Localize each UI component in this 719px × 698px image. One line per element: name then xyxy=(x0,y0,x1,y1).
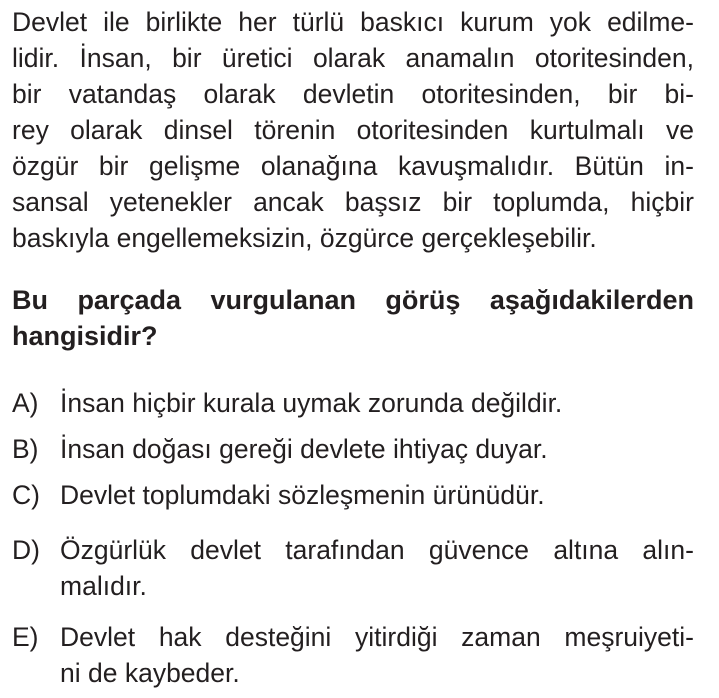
option-letter: E) xyxy=(12,622,39,652)
word: zaman xyxy=(461,622,541,652)
word: İnsan, xyxy=(79,43,152,73)
question-line xyxy=(12,284,694,316)
word: devlet xyxy=(190,535,262,565)
word: her xyxy=(238,7,277,37)
passage-line: baskıyla engellemeksizin, özgürce gerçekleşebilir. xyxy=(12,223,597,253)
word: kurum xyxy=(460,7,534,37)
word: meşruiyeti- xyxy=(564,622,694,652)
option-text xyxy=(60,621,694,653)
word: başsız xyxy=(344,187,422,217)
option-b[interactable] xyxy=(12,433,548,465)
word: bi- xyxy=(664,79,694,109)
word: vurgulanan xyxy=(210,285,356,315)
word: lidir. xyxy=(12,43,60,73)
option-d-line xyxy=(12,534,694,566)
word: Özgürlük xyxy=(60,535,167,565)
word: vatandaş xyxy=(68,79,177,109)
word: güvence xyxy=(428,535,530,565)
word: Devlet xyxy=(12,7,88,37)
word: desteğini xyxy=(225,622,332,652)
word: otoritesinden xyxy=(356,115,509,145)
word: bir xyxy=(12,79,42,109)
word: tarafından xyxy=(285,535,405,565)
word: Bu xyxy=(12,285,48,315)
option-c[interactable] xyxy=(12,479,545,511)
word: aşağıdakilerden xyxy=(489,285,694,315)
word: ancak xyxy=(253,187,324,217)
word: gelişme xyxy=(148,151,241,181)
option-letter: A) xyxy=(12,388,39,418)
passage-line xyxy=(12,150,694,182)
option-text xyxy=(60,534,694,566)
word: yetenekler xyxy=(109,187,232,217)
word: anamalın xyxy=(405,43,515,73)
word: olarak xyxy=(312,43,386,73)
word: yok xyxy=(549,7,592,37)
word: bir xyxy=(442,187,473,217)
word: olarak xyxy=(70,115,143,145)
question-line: hangisidir? xyxy=(12,321,158,351)
option-text: İnsan doğası gereği devlete ihtiyaç duyar. xyxy=(60,434,548,464)
word: bir xyxy=(607,79,638,109)
word: otoritesinden, xyxy=(534,43,694,73)
passage-line xyxy=(12,6,694,38)
word: otoritesinden, xyxy=(421,79,581,109)
word: Bütün xyxy=(574,151,644,181)
word: ve xyxy=(665,115,694,145)
option-text-continued: malıdır. xyxy=(60,571,147,601)
option-a[interactable] xyxy=(12,387,562,419)
word: özgür xyxy=(12,151,79,181)
option-e-line xyxy=(12,621,694,653)
word: edilme- xyxy=(607,7,694,37)
word: dinsel xyxy=(163,115,233,145)
word: toplumda, xyxy=(493,187,610,217)
option-letter: D) xyxy=(12,535,40,565)
word: kurtulmalı xyxy=(529,115,645,145)
word: türlü xyxy=(292,7,345,37)
word: baskıcı xyxy=(360,7,445,37)
word: bir xyxy=(98,151,129,181)
option-letter: C) xyxy=(12,480,40,510)
word: hiçbir xyxy=(630,187,694,217)
passage-line xyxy=(12,78,694,110)
option-text: İnsan hiçbir kurala uymak zorunda değildir. xyxy=(60,388,563,418)
word: görüş xyxy=(385,285,461,315)
option-text: Devlet toplumdaki sözleşmenin ürünüdür. xyxy=(60,480,545,510)
word: birlikte xyxy=(145,7,223,37)
passage-line xyxy=(12,114,694,146)
option-letter: B) xyxy=(12,434,39,464)
word: olarak xyxy=(203,79,276,109)
word: yitirdiği xyxy=(355,622,438,652)
option-text-continued: ni de kaybeder. xyxy=(60,658,240,688)
word: altına xyxy=(553,535,619,565)
word: kavuşmalıdır. xyxy=(397,151,555,181)
word: alın- xyxy=(642,535,694,565)
word: in- xyxy=(664,151,694,181)
word: olanağına xyxy=(260,151,378,181)
passage-line xyxy=(12,42,694,74)
passage-line xyxy=(12,186,694,218)
word: ile xyxy=(103,7,130,37)
word: törenin xyxy=(254,115,336,145)
word: üretici xyxy=(221,43,293,73)
word: sansal xyxy=(12,187,89,217)
word: Devlet xyxy=(60,622,136,652)
word: devletin xyxy=(302,79,395,109)
word: rey xyxy=(12,115,49,145)
word: parçada xyxy=(77,285,181,315)
word: bir xyxy=(172,43,202,73)
word: hak xyxy=(158,622,202,652)
